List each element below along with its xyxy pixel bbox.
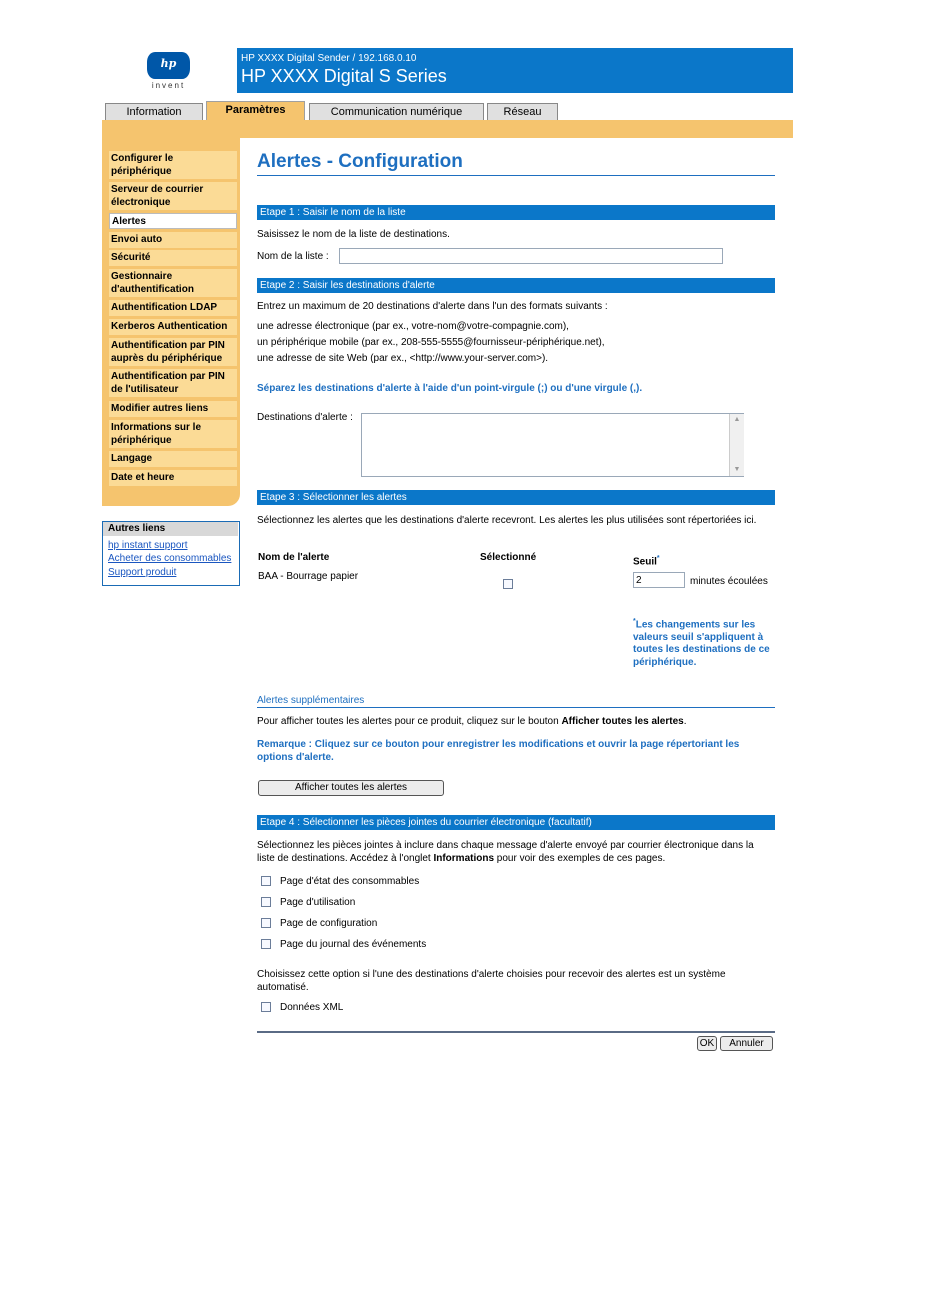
cancel-button[interactable]: Annuler — [720, 1036, 773, 1051]
sidebar-item-informations[interactable]: Informations sur le périphérique — [109, 420, 237, 448]
step1-header: Etape 1 : Saisir le nom de la liste — [257, 205, 775, 220]
other-links-title: Autres liens — [103, 522, 238, 536]
step3-intro: Sélectionnez les alertes que les destinations d'alerte recevront. Les alertes les plus utilisées sont répertoriées ici. — [257, 515, 757, 526]
tab-communication-numerique[interactable]: Communication numérique — [309, 103, 484, 121]
sidebar-item-alertes[interactable]: Alertes — [109, 213, 237, 229]
link-acheter-consommables[interactable]: Acheter des consommables — [108, 553, 232, 564]
col-alert-name: Nom de l'alerte — [258, 552, 330, 563]
sidebar-item-securite[interactable]: Sécurité — [109, 250, 237, 266]
tab-information[interactable]: Information — [105, 103, 203, 121]
sidebar-item-envoi-auto[interactable]: Envoi auto — [109, 232, 237, 248]
sidebar-item-auth-ldap[interactable]: Authentification LDAP — [109, 300, 237, 316]
sidebar-item-modifier-liens[interactable]: Modifier autres liens — [109, 401, 237, 417]
device-subtitle: HP XXXX Digital Sender / 192.168.0.10 — [241, 53, 417, 64]
threshold-unit: minutes écoulées — [690, 576, 768, 587]
sidebar-item-configurer[interactable]: Configurer le périphérique — [109, 151, 237, 179]
ok-button[interactable]: OK — [697, 1036, 717, 1051]
extra-alerts-header: Alertes supplémentaires — [257, 695, 365, 706]
sidebar-item-langage[interactable]: Langage — [109, 451, 237, 467]
list-name-input[interactable] — [339, 248, 723, 264]
format-mobile: un périphérique mobile (par ex., 208-555-5555@fournisseur-périphérique.net), — [257, 337, 605, 348]
link-hp-instant-support[interactable]: hp instant support — [108, 540, 188, 551]
title-divider — [257, 175, 775, 176]
tab-bar-strip — [102, 120, 793, 138]
attach-usage-checkbox[interactable] — [261, 897, 271, 907]
attach-config-label: Page de configuration — [280, 918, 378, 929]
attach-usage-label: Page d'utilisation — [280, 897, 356, 908]
threshold-input[interactable] — [633, 572, 685, 588]
attach-consumables-checkbox[interactable] — [261, 876, 271, 886]
attach-config-checkbox[interactable] — [261, 918, 271, 928]
hp-invent-text: invent — [151, 81, 186, 90]
hp-logo-text: hp — [160, 57, 177, 70]
automated-note: Choisissez cette option si l'une des destinations d'alerte choisies pour recevoir des alertes est un système automatisé. — [257, 969, 726, 993]
alert-row-name: BAA - Bourrage papier — [258, 571, 359, 582]
format-email: une adresse électronique (par ex., votre-nom@votre-compagnie.com), — [257, 321, 569, 332]
list-name-label: Nom de la liste : — [257, 251, 329, 262]
step3-header: Etape 3 : Sélectionner les alertes — [257, 490, 775, 505]
col-selected: Sélectionné — [480, 552, 537, 563]
device-title: HP XXXX Digital S Series — [241, 66, 447, 86]
sidebar-item-date-heure[interactable]: Date et heure — [109, 470, 237, 486]
extra-alerts-divider — [257, 707, 775, 708]
show-all-alerts-button[interactable]: Afficher toutes les alertes — [258, 780, 444, 796]
format-web: une adresse de site Web (par ex., <http://www.your-server.com>). — [257, 353, 549, 364]
destinations-label: Destinations d'alerte : — [257, 412, 353, 423]
destinations-textarea[interactable] — [361, 413, 744, 477]
xml-data-checkbox[interactable] — [261, 1002, 271, 1012]
sidebar-item-pin-peripherique[interactable]: Authentification par PIN auprès du périphérique — [109, 338, 237, 366]
step2-header: Etape 2 : Saisir les destinations d'alerte — [257, 278, 775, 293]
extra-alerts-text: Pour afficher toutes les alertes pour ce produit, cliquez sur le bouton Afficher toutes les alertes. — [257, 716, 687, 727]
scroll-down-icon[interactable]: ▼ — [733, 466, 741, 473]
link-support-produit[interactable]: Support produit — [108, 567, 177, 578]
xml-data-label: Données XML — [280, 1002, 344, 1013]
attach-eventlog-label: Page du journal des événements — [280, 939, 427, 950]
sidebar-item-gestionnaire-auth[interactable]: Gestionnaire d'authentification — [109, 269, 237, 297]
sidebar-item-kerberos[interactable]: Kerberos Authentication — [109, 319, 237, 335]
attach-eventlog-checkbox[interactable] — [261, 939, 271, 949]
extra-alerts-note: Remarque : Cliquez sur ce bouton pour enregistrer les modifications et ouvrir la page répertoriant les options d'alerte. — [257, 739, 740, 763]
step4-header: Etape 4 : Sélectionner les pièces jointes du courrier électronique (facultatif) — [257, 815, 775, 830]
sidebar-item-serveur-courrier[interactable]: Serveur de courrier électronique — [109, 182, 237, 210]
threshold-footnote: *Les changements sur les valeurs seuil s'appliquent à toutes les destinations de ce périphérique. — [633, 618, 770, 668]
destinations-scrollbar[interactable] — [729, 414, 744, 476]
tab-parametres[interactable]: Paramètres — [206, 101, 305, 121]
step2-intro: Entrez un maximum de 20 destinations d'alerte dans l'un des formats suivants : — [257, 301, 608, 312]
footer-divider — [257, 1031, 775, 1033]
col-threshold: Seuil* — [633, 555, 660, 568]
attach-consumables-label: Page d'état des consommables — [280, 876, 420, 887]
scroll-up-icon[interactable]: ▲ — [733, 416, 741, 423]
sidebar-item-pin-utilisateur[interactable]: Authentification par PIN de l'utilisateur — [109, 369, 237, 397]
alert-selected-checkbox[interactable] — [503, 579, 513, 589]
separator-note: Séparez les destinations d'alerte à l'aide d'un point-virgule (;) ou d'une virgule (,). — [257, 383, 643, 394]
tab-reseau[interactable]: Réseau — [487, 103, 558, 121]
step4-intro: Sélectionnez les pièces jointes à inclure dans chaque message d'alerte envoyé par courrier électronique dans la liste de destinations. Accédez à l'onglet Informations pour voir des exemples de ces pages. — [257, 840, 754, 864]
page-title: Alertes - Configuration — [257, 151, 463, 172]
step1-instruction: Saisissez le nom de la liste de destinations. — [257, 229, 450, 240]
